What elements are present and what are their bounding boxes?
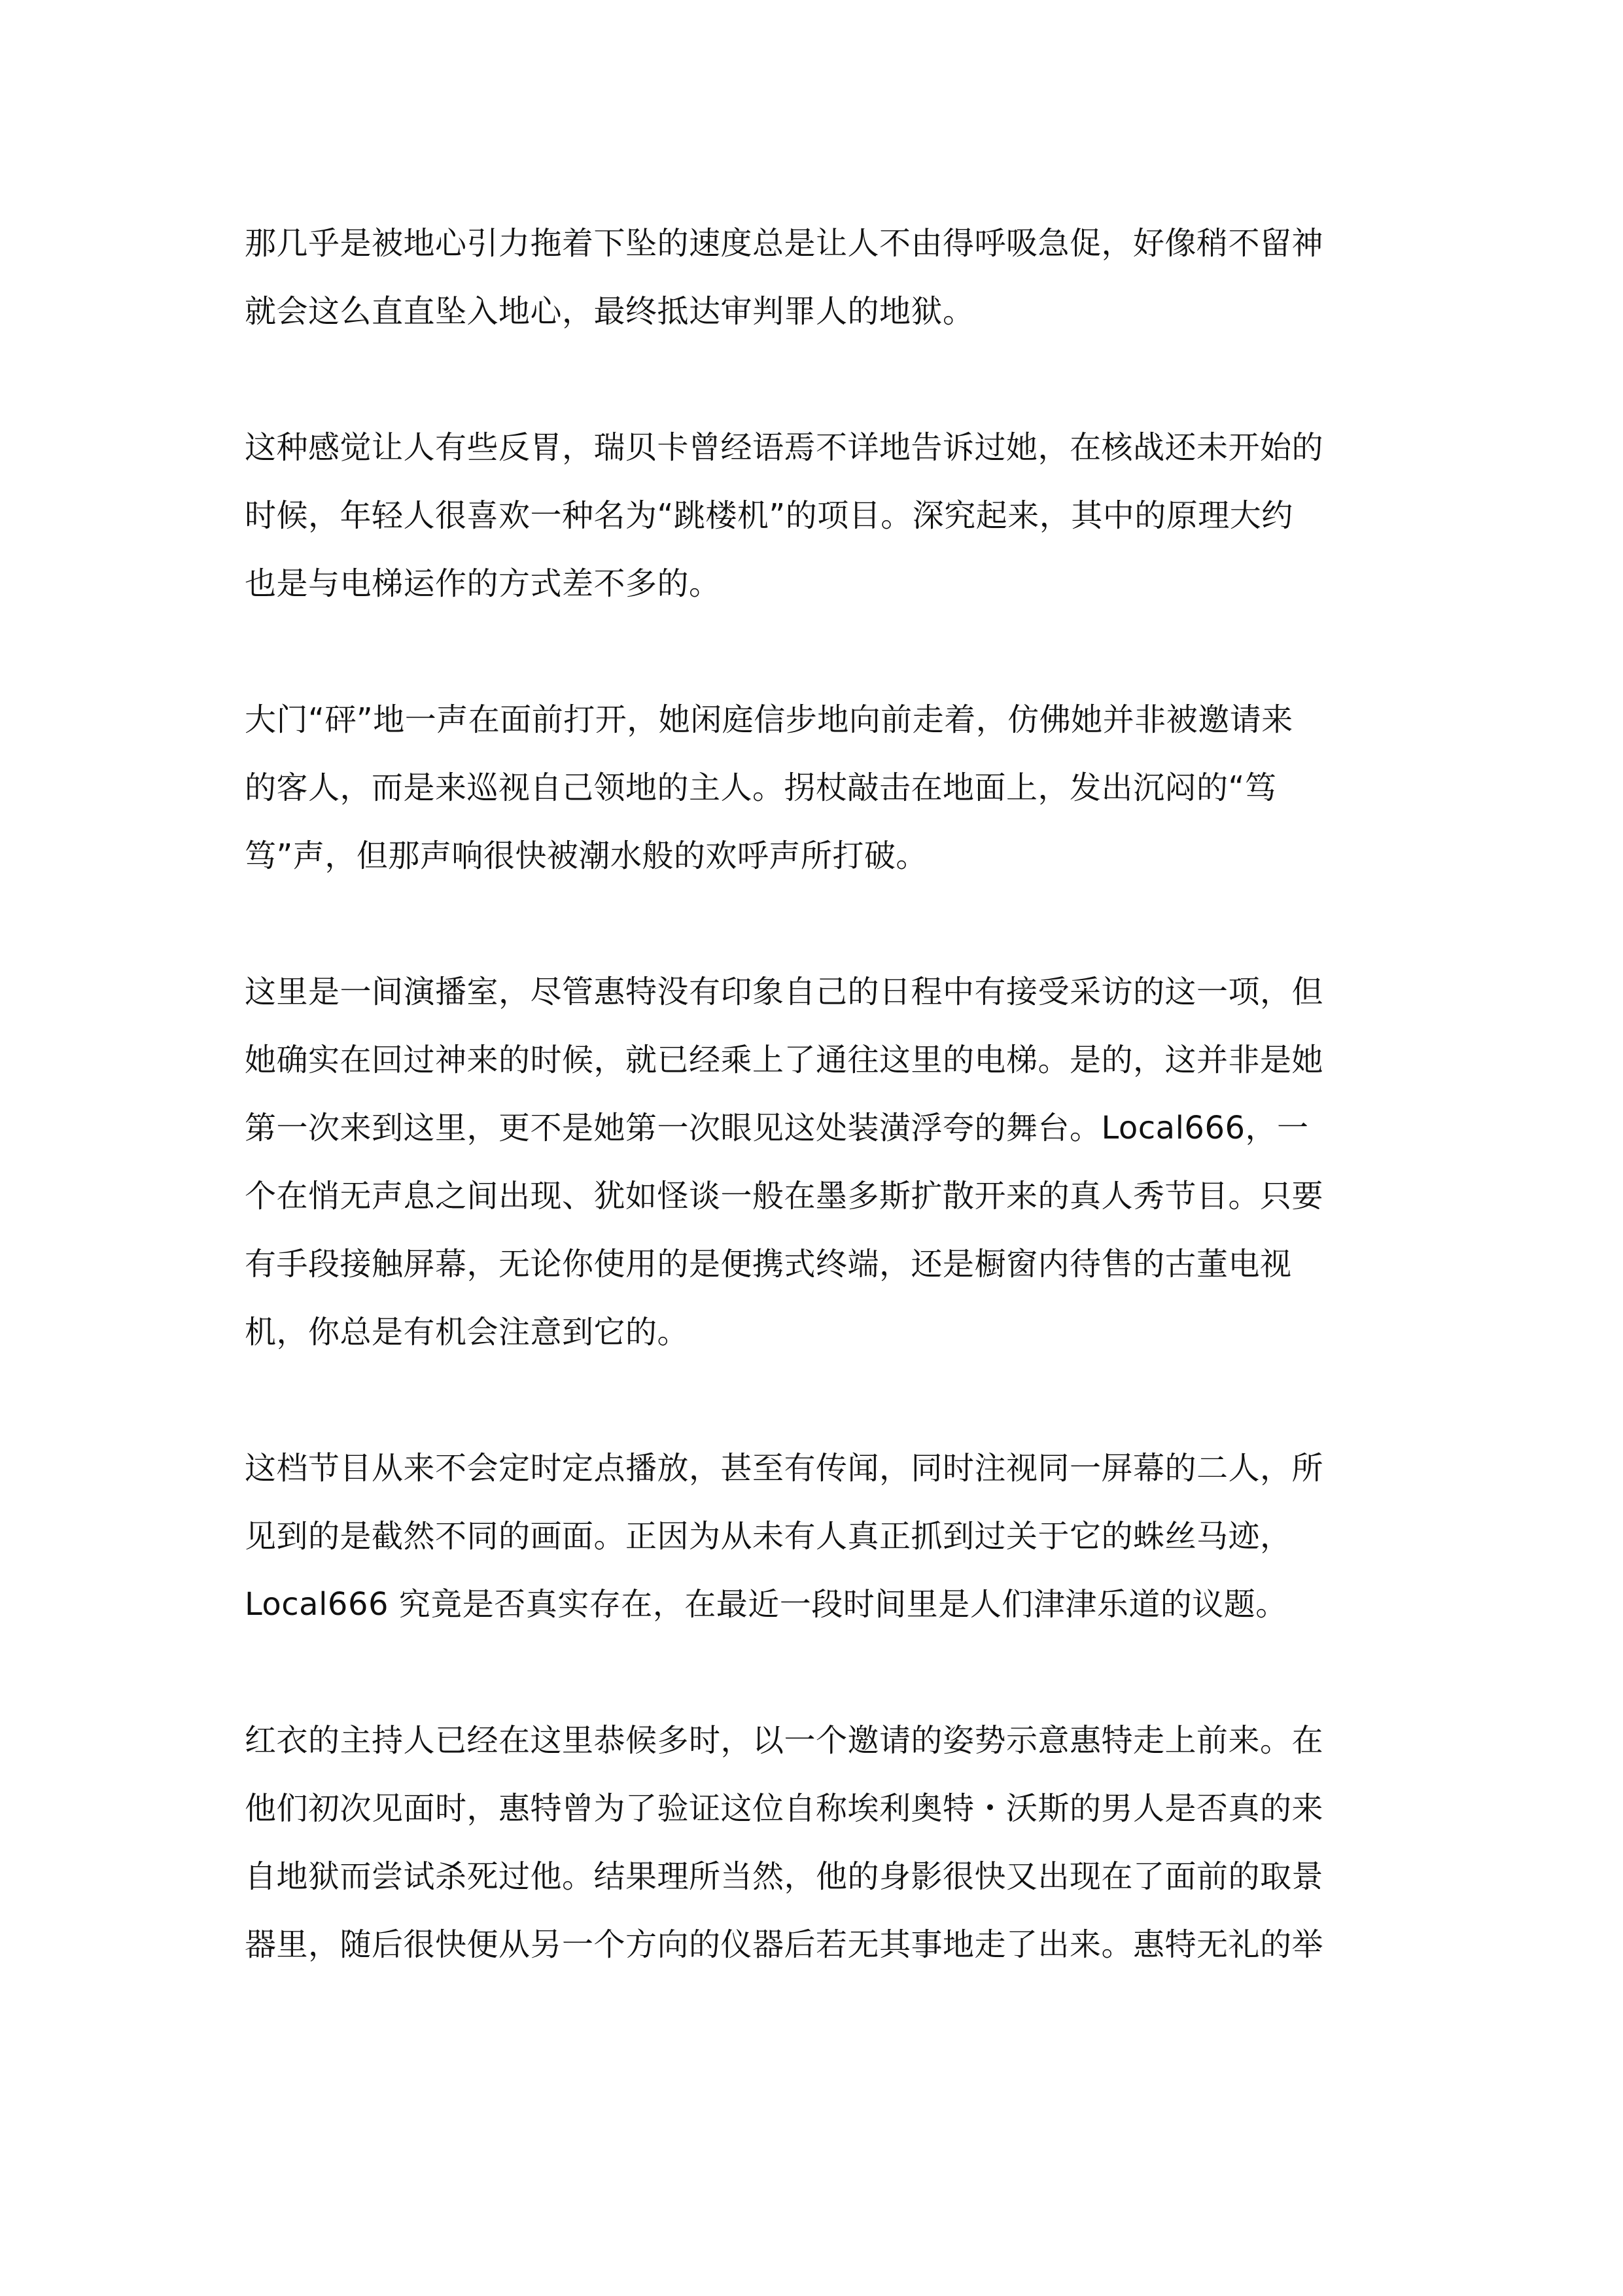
text-line: 这档节目从来不会定时定点播放，甚至有传闻，同时注视同一屏幕的二人，所 (245, 1450, 1324, 1487)
text-line: 的客人，而是来巡视自己领地的主人。拐杖敲击在地面上，发出沉闷的“笃 (245, 769, 1277, 806)
text-line: 自地狱而尝试杀死过他。结果理所当然，他的身影很快又出现在了面前的取景 (245, 1858, 1324, 1895)
text-line: 那几乎是被地心引力拖着下坠的速度总是让人不由得呼吸急促，好像稍不留神 (245, 225, 1324, 262)
paragraph (245, 958, 1383, 1366)
text-line: 也是与电梯运作的方式差不多的。 (245, 565, 721, 602)
text-line: 有手段接触屏幕，无论你使用的是便携式终端，还是橱窗内待售的古董电视 (245, 1246, 1292, 1282)
text-line: 第一次来到这里，更不是她第一次眼见这处装潢浮夸的舞台。Local666，一 (245, 1110, 1309, 1146)
document-page (245, 209, 1383, 2047)
text-line: 笃”声，但那声响很快被潮水般的欢呼声所打破。 (245, 838, 928, 874)
text-line: 红衣的主持人已经在这里恭候多时，以一个邀请的姿势示意惠特走上前来。在 (245, 1722, 1324, 1759)
paragraph (245, 414, 1383, 618)
text-line: 他们初次见面时，惠特曾为了验证这位自称埃利奥特・沃斯的男人是否真的来 (245, 1790, 1324, 1827)
text-line: 这里是一间演播室，尽管惠特没有印象自己的日程中有接受采访的这一项，但 (245, 974, 1324, 1010)
text-line: 这种感觉让人有些反胃，瑞贝卡曾经语焉不详地告诉过她，在核战还未开始的 (245, 429, 1324, 466)
text-line: 个在悄无声息之间出现、犹如怪谈一般在墨多斯扩散开来的真人秀节目。只要 (245, 1178, 1324, 1214)
text-line: Local666 究竟是否真实存在，在最近一段时间里是人们津津乐道的议题。 (245, 1586, 1287, 1623)
text-line: 她确实在回过神来的时候，就已经乘上了通往这里的电梯。是的，这并非是她 (245, 1042, 1324, 1078)
text-line: 器里，随后很快便从另一个方向的仪器后若无其事地走了出来。惠特无礼的举 (245, 1926, 1324, 1963)
text-line: 大门“砰”地一声在面前打开，她闲庭信步地向前走着，仿佛她并非被邀请来 (245, 701, 1293, 738)
text-line: 机，你总是有机会注意到它的。 (245, 1314, 689, 1351)
paragraph (245, 1434, 1383, 1638)
paragraph (245, 686, 1383, 890)
text-line: 时候，年轻人很喜欢一种名为“跳楼机”的项目。深究起来，其中的原理大约 (245, 497, 1293, 534)
paragraph (245, 209, 1383, 345)
paragraph (245, 1706, 1383, 1979)
text-line: 见到的是截然不同的画面。正因为从未有人真正抓到过关于它的蛛丝马迹， (245, 1518, 1292, 1555)
text-line: 就会这么直直坠入地心，最终抵达审判罪人的地狱。 (245, 293, 975, 330)
